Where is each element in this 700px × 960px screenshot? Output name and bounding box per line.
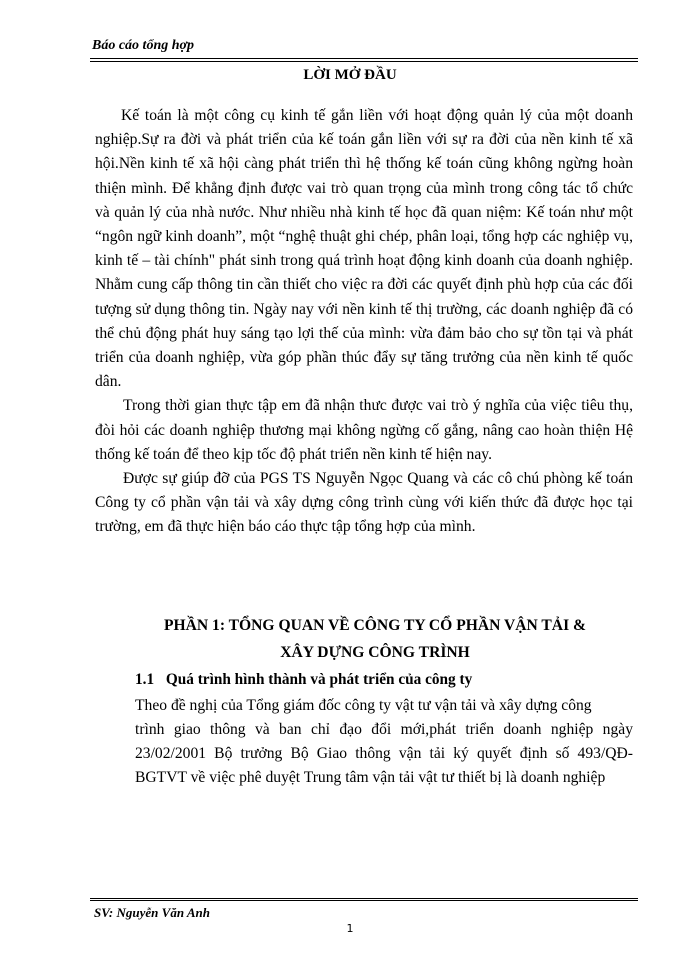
part-heading-line-1: PHẦN 1: TỔNG QUAN VỀ CÔNG TY CỔ PHẦN VẬN TẢI & <box>163 616 587 634</box>
page-number: 1 <box>346 922 354 935</box>
section-spacer <box>95 540 633 612</box>
running-header: Báo cáo tổng hợp <box>92 38 195 53</box>
section-paragraph-first-line: Theo đề nghị của Tổng giám đốc công ty vật tư vận tải và xây dựng công <box>135 696 592 714</box>
intro-paragraph-2: Trong thời gian thực tập em đã nhận thưc được vai trò ý nghĩa của việc tiêu thụ, đòi hỏi các doanh nghiệp thương mại không ngừng cố gắng, nâng cao hoàn thiện Hệ thống kế toán để theo kịp tốc độ phát triển nền kinh tế hiện nay. <box>95 397 633 463</box>
section-title: Quá trình hình thành và phát triển của công ty <box>165 670 473 688</box>
part-heading-line-2: XÂY DỰNG CÔNG TRÌNH <box>280 643 470 661</box>
footer-divider <box>90 898 638 901</box>
header-divider <box>90 58 638 62</box>
page-title: LỜI MỞ ĐẦU <box>303 67 397 83</box>
section-paragraph-rest: trình giao thông và ban chỉ đạo đổi mới,phát triển doanh nghiệp ngày 23/02/2001 Bộ trưởng Bộ Giao thông vận tải ký quyết định số 493/QĐ-BGTVT về việc phê duyệt Trung tâm vận tải vật tư thiết bị là doanh nghiệp <box>135 720 633 787</box>
intro-paragraph-1: Kế toán là một công cụ kinh tế gắn liền với hoạt động quản lý của một doanh nghiệp.Sự ra đời và phát triển của kế toán gắn liền với sự ra đời của nền kinh tế xã hội.Nền kinh tế xã hội càng phát triển thì hệ thống kế toán cũng không ngừng hoàn thiện mình. Để khẳng định được vai trò quan trọng của mình trong công tác tổ chức và quản lý của nhà nước. Như nhiều nhà kinh tế học đã quan niệm: Kế toán như một “ngôn ngữ kinh doanh”, một “nghệ thuật ghi chép, phân loại, tổng hợp các nghiệp vụ, kinh tế – tài chính" phát sinh trong quá trình hoạt động kinh doanh của doanh nghiệp. Nhằm cung cấp thông tin cần thiết cho việc ra đời các quyết định phù hợp của các đối tượng sử dụng thông tin. Ngày nay với nền kinh tế thị trường, các doanh nghiệp đã có thể chủ động phát huy sáng tạo lợi thế của mình: vừa đảm bảo cho sự tồn tại và phát triển của doanh nghiệp, vừa góp phần thúc đẩy sự tăng trưởng của nền kinh tế quốc dân. <box>95 107 633 391</box>
document-body <box>95 104 633 790</box>
section-paragraph <box>95 694 633 718</box>
intro-paragraph-3: Được sự giúp đỡ của PGS TS Nguyễn Ngọc Quang và các cô chú phòng kế toán Công ty cổ phần vận tải và xây dựng công trình cùng với kiến thức đã được học tại trường, em đã thực hiện báo cáo thực tập tổng hợp của mình. <box>95 470 633 536</box>
footer-author: SV: Nguyễn Văn Anh <box>94 905 210 920</box>
section-number: 1.1 <box>135 670 155 688</box>
section-heading <box>135 666 633 694</box>
